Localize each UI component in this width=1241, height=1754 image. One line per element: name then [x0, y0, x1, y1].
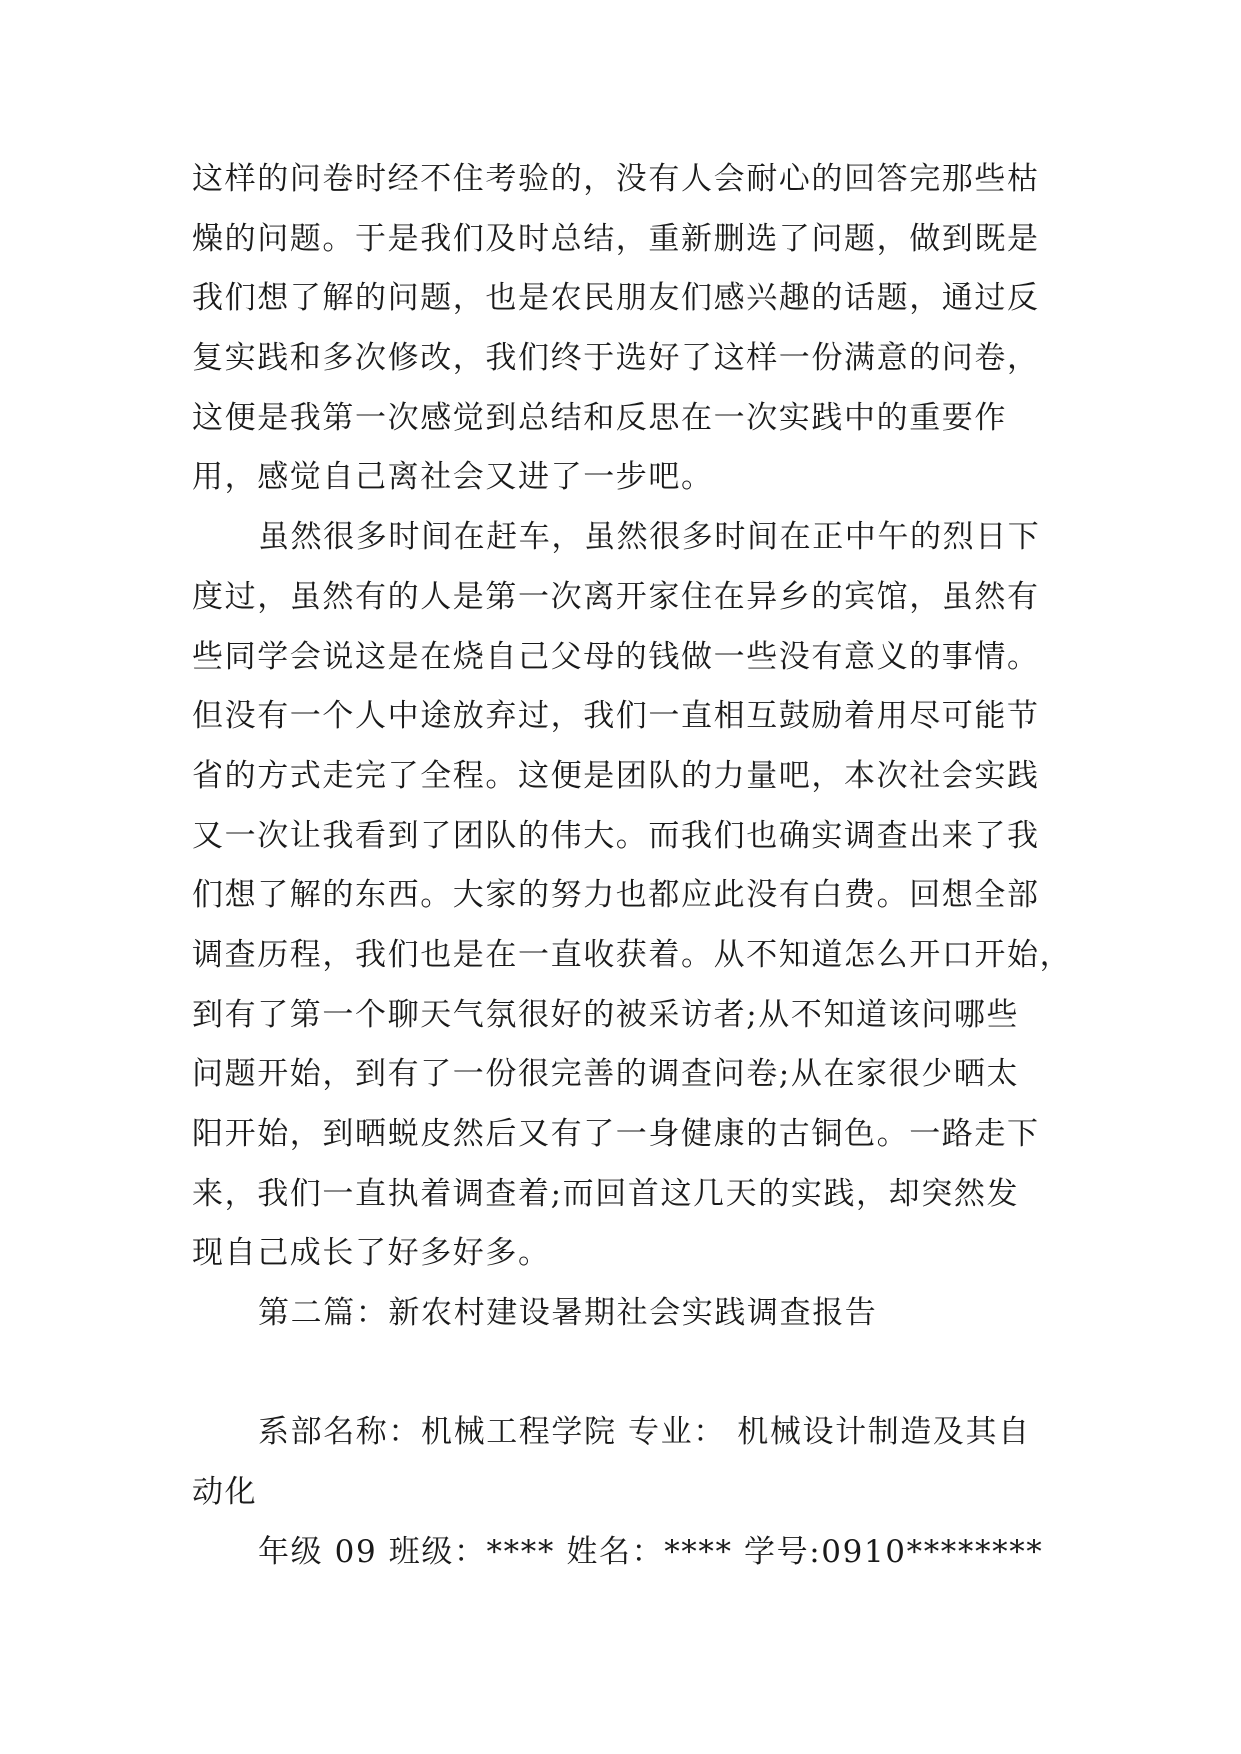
paragraph-2-line: 们想了解的东西。大家的努力也都应此没有白费。回想全部	[192, 877, 1040, 914]
document-body	[192, 150, 1072, 1583]
paragraph-1-line: 这样的问卷时经不住考验的，没有人会耐心的回答完那些枯	[192, 161, 1040, 197]
department-line-continued: 动化	[192, 1474, 258, 1511]
blank-line	[192, 1344, 1072, 1404]
paragraph-1-line: 这便是我第一次感觉到总结和反思在一次实践中的重要作	[192, 399, 1007, 436]
paragraph-2-line: 到有了第一个聊天气氛很好的被采访者;从不知道该问哪些	[192, 996, 1020, 1033]
paragraph-1-line: 复实践和多次修改，我们终于选好了这样一份满意的问卷，	[192, 340, 1040, 377]
paragraph-1-line: 用，感觉自己离社会又进了一步吧。	[192, 459, 714, 496]
department-line: 系部名称：机械工程学院 专业： 机械设计制造及其自	[258, 1414, 1031, 1451]
paragraph-2-line: 度过，虽然有的人是第一次离开家住在异乡的宾馆，虽然有	[192, 578, 1040, 615]
section-title: 第二篇：新农村建设暑期社会实践调查报告	[258, 1295, 878, 1332]
paragraph-2-line: 又一次让我看到了团队的伟大。而我们也确实调查出来了我	[192, 817, 1040, 854]
paragraph-2-line: 虽然很多时间在赶车，虽然很多时间在正中午的烈日下	[258, 519, 1041, 556]
student-info-line: 年级 09 班级：**** 姓名：**** 学号:0910********	[258, 1533, 1044, 1570]
paragraph-2-line: 些同学会说这是在烧自己父母的钱做一些没有意义的事情。	[192, 638, 1040, 675]
paragraph-2-line: 来，我们一直执着调查着;而回首这几天的实践，却突然发	[192, 1175, 1020, 1212]
paragraph-2-line: 现自己成长了好多好多。	[192, 1235, 551, 1272]
paragraph-2-line: 问题开始，到有了一份很完善的调查问卷;从在家很少晒太	[192, 1056, 1020, 1093]
paragraph-2-line: 阳开始，到晒蜕皮然后又有了一身健康的古铜色。一路走下	[192, 1116, 1040, 1152]
paragraph-2-line: 但没有一个人中途放弃过，我们一直相互鼓励着用尽可能节	[192, 698, 1040, 735]
paragraph-1-line: 燥的问题。于是我们及时总结，重新删选了问题，做到既是	[192, 220, 1040, 257]
paragraph-2-line: 调查历程，我们也是在一直收获着。从不知道怎么开口开始，	[192, 936, 1073, 973]
paragraph-2-line: 省的方式走完了全程。这便是团队的力量吧，本次社会实践	[192, 757, 1040, 794]
paragraph-1-line: 我们想了解的问题，也是农民朋友们感兴趣的话题，通过反	[192, 280, 1040, 317]
